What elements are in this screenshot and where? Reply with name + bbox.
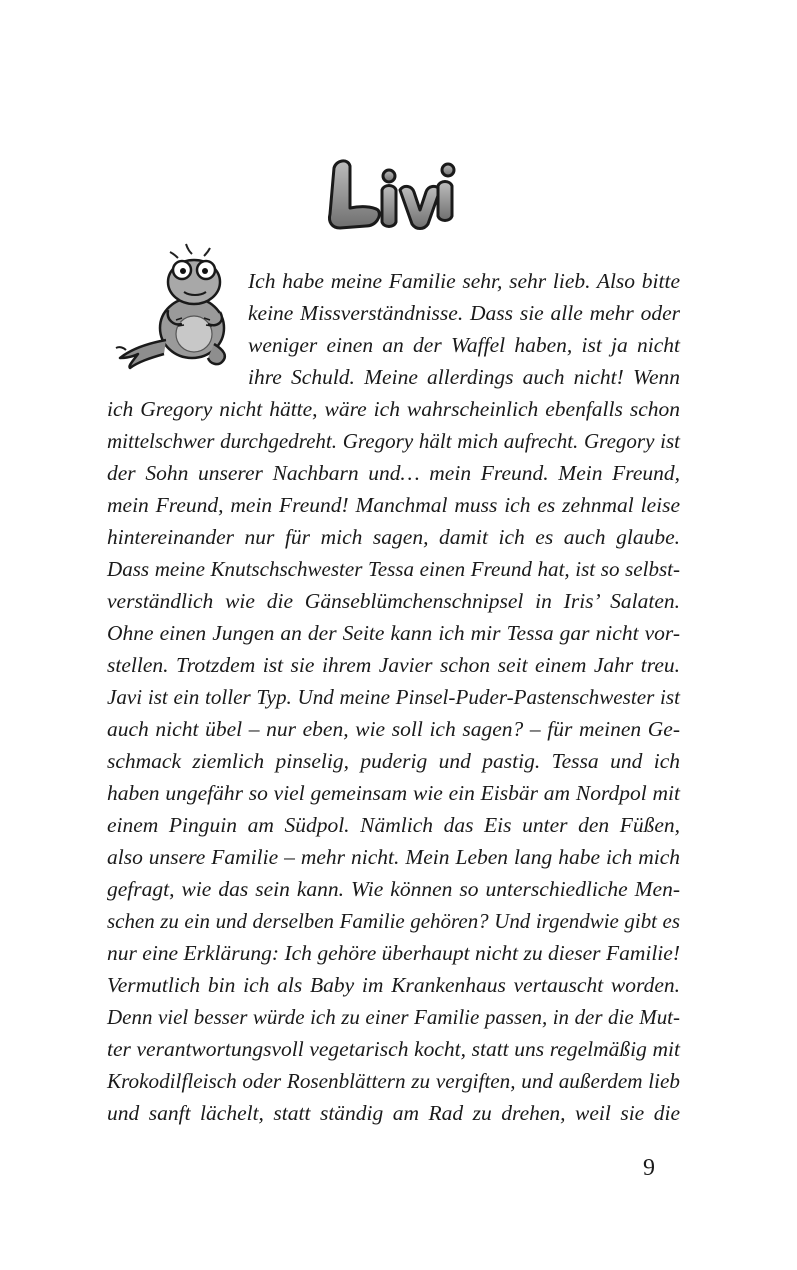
text-line: einem Pinguin am Südpol. Nämlich das Eis unter den Füßen, (107, 813, 680, 837)
text-line: schen zu ein und derselben Familie gehören? Und irgendwie gibt es (107, 909, 680, 933)
text-line: mittelschwer durchgedreht. Gregory hält mich aufrecht. Gregory ist (107, 429, 680, 453)
text-line: verständlich wie die Gänseblümchenschnipsel in Iris’ Salaten. (107, 589, 680, 613)
text-line: Vermutlich bin ich als Baby im Krankenhaus vertauscht worden. (107, 973, 680, 997)
text-line: ihre Schuld. Meine allerdings auch nicht! Wenn (248, 365, 680, 389)
text-line: Dass meine Knutschschwester Tessa einen Freund hat, ist so selbst- (107, 557, 680, 581)
text-line: hintereinander nur für mich sagen, damit ich es auch glaube. (107, 525, 680, 549)
text-line: Krokodilfleisch oder Rosenblättern zu vergiften, und außerdem lieb (107, 1069, 680, 1093)
text-line: also unsere Familie – mehr nicht. Mein Leben lang habe ich mich (107, 845, 680, 869)
text-line: weniger einen an der Waffel haben, ist ja nicht (248, 333, 680, 357)
page-number: 9 (643, 1155, 655, 1181)
text-line: gefragt, wie das sein kann. Wie können so unterschiedliche Men- (107, 877, 680, 901)
text-line: schmack ziemlich pinselig, puderig und pastig. Tessa und ich (107, 749, 680, 773)
text-line: Denn viel besser würde ich zu einer Familie passen, in der die Mut- (107, 1005, 680, 1029)
text-line: Ich habe meine Familie sehr, sehr lieb. Also bitte (248, 269, 680, 293)
text-line: stellen. Trotzdem ist sie ihrem Javier schon seit einem Jahr treu. (107, 653, 680, 677)
text-line: und sanft lächelt, statt ständig am Rad zu drehen, weil sie die (107, 1101, 680, 1125)
text-line: mein Freund, mein Freund! Manchmal muss ich es zehnmal leise (107, 493, 680, 517)
text-line: Javi ist ein toller Typ. Und meine Pinsel-Puder-Pastenschwester ist (107, 685, 680, 709)
text-line: nur eine Erklärung: Ich gehöre überhaupt nicht zu dieser Familie! (107, 941, 680, 965)
text-line: Ohne einen Jungen an der Seite kann ich mir Tessa gar nicht vor- (107, 621, 680, 645)
text-line: ter verantwortungsvoll vegetarisch kocht, statt uns regelmäßig mit (107, 1037, 680, 1061)
text-line: der Sohn unserer Nachbarn und… mein Freund. Mein Freund, (107, 461, 680, 485)
text-line: haben ungefähr so viel gemeinsam wie ein Eisbär am Nordpol mit (107, 781, 680, 805)
text-line: keine Missverständnisse. Dass sie alle mehr oder (248, 301, 680, 325)
text-line: auch nicht übel – nur eben, wie soll ich sagen? – für meinen Ge- (107, 717, 680, 741)
text-line: ich Gregory nicht hätte, wäre ich wahrscheinlich ebenfalls schon (107, 397, 680, 421)
